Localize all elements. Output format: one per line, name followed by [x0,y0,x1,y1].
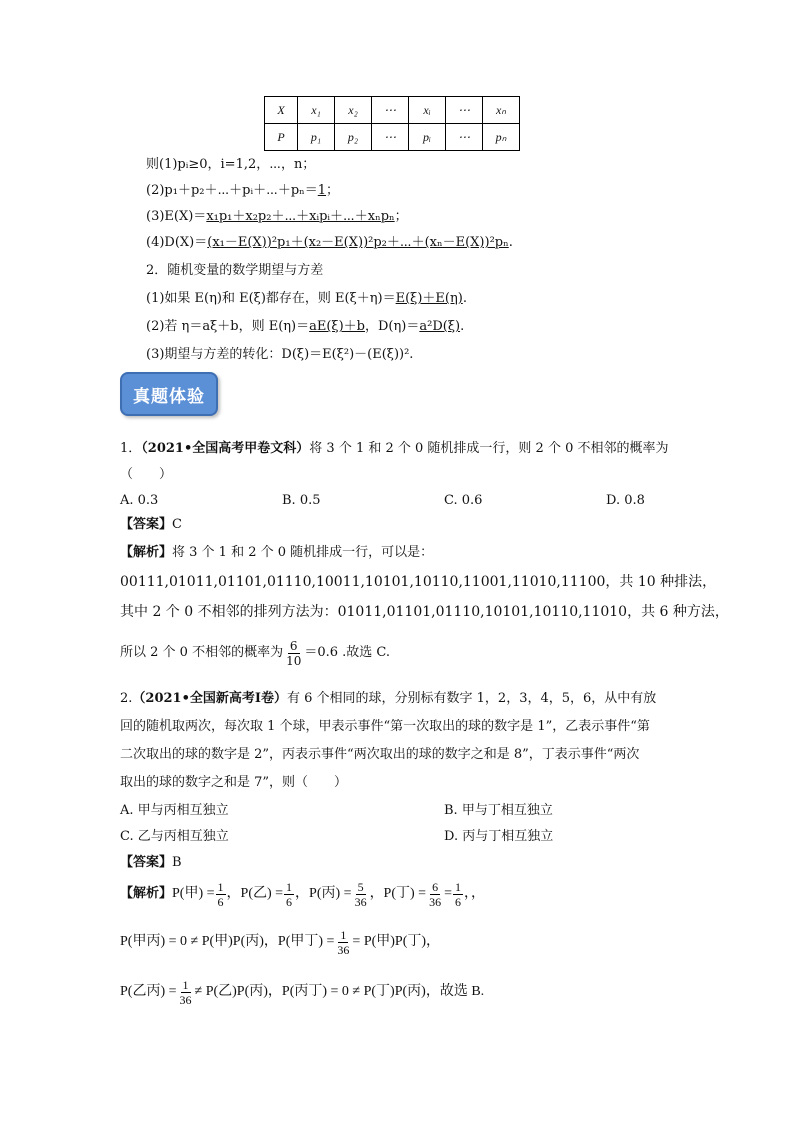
text: (1)如果 E(η)和 E(ξ)都存在，则 E(ξ＋η)＝ [146,291,396,306]
underlined-text: E(ξ)＋E(η) [395,291,463,306]
text: . [462,291,467,306]
numerator: 1 [454,879,461,894]
math-text: ，P(丙) = [295,886,352,901]
math-text: ，P(乙) = [226,886,284,901]
numerator: 1 [286,879,293,894]
numerator: 6 [432,879,439,894]
math-text: P(甲丙) = 0 ≠ P(甲)P(丙)，P(甲丁) = [120,934,335,949]
analysis-line: 其中 2 个 0 不相邻的排列方法为：01011,01101,01110,10101,10110,11010，共 6 种方法， [120,604,729,620]
option-b: B. 0.5 [282,493,321,508]
denominator: 36 [354,894,367,909]
question-2-line: 取出的球的数字之和是 7”，则（ ） [120,775,348,790]
numerator: 6 [289,638,298,653]
answer-line [120,516,182,534]
table-cell: p₁ [298,124,335,151]
math-text: P(乙丙) = [120,984,177,999]
fraction [453,880,463,909]
answer-value: C [172,517,182,532]
underlined-text: 1 [317,183,327,198]
text: 将 3 个 1 和 2 个 0 随机排成一行，可以是： [172,545,434,560]
underlined-text: aE(ξ)＋b [309,319,365,334]
denominator: 6 [286,894,293,909]
text: . [460,319,465,334]
expectation-line-1 [146,290,467,308]
fraction [353,880,369,909]
analysis-math-line [120,924,440,960]
math-text: ，P(丁) = [369,886,427,901]
table-row [265,97,520,124]
underlined-text: (x₁－E(X))²p₁＋(x₂－E(X))²p₂＋⋯＋(xₙ－E(X))²pₙ [207,235,509,250]
table-cell: ⋯ [446,97,483,124]
numerator: 1 [340,927,347,942]
table-cell: p₂ [335,124,372,151]
text: ，D(η)＝ [365,319,420,334]
section-badge: 真题体验 [120,372,218,416]
text: ； [394,209,408,224]
table-cell: pₙ [483,124,520,151]
question-2-stem [120,690,656,708]
table-cell: ⋯ [446,124,483,151]
text: 所以 2 个 0 不相邻的概率为 [120,645,284,660]
option-c: C. 乙与丙相互独立 [120,829,229,844]
table-cell: x₁ [298,97,335,124]
math-text: ，， [463,886,485,901]
option-d: D. 丙与丁相互独立 [444,829,554,844]
math-text: = [444,886,452,901]
table-cell: X [265,97,298,124]
question-source: （2021•全国高考甲卷文科） [141,441,310,456]
table-cell: ⋯ [372,97,409,124]
text: (4)D(X)＝ [146,235,208,250]
text: (3)E(X)＝ [146,209,207,224]
denominator: 10 [286,653,302,668]
text: (2)p₁＋p₂＋⋯＋pᵢ＋⋯＋pₙ＝ [146,183,318,198]
denominator: 6 [217,894,224,909]
underlined-text: x₁p₁＋x₂p₂＋⋯＋xᵢpᵢ＋⋯＋xₙpₙ [206,209,395,224]
fraction [284,639,303,668]
denominator: 36 [179,992,192,1007]
underlined-text: a²D(ξ) [419,319,461,334]
property-3 [146,208,408,226]
table-cell: x₂ [335,97,372,124]
table-cell: xₙ [483,97,520,124]
text: . [508,235,513,250]
math-text: P(甲) = [172,886,215,901]
text: 将 3 个 1 和 2 个 0 随机排成一行，则 2 个 0 不相邻的概率为 [309,441,669,456]
question-2-line: 回的随机取两次，每次取 1 个球，甲表示事件“第一次取出的球的数字是 1”，乙表示事件“第 [120,719,650,734]
numerator: 1 [217,879,224,894]
table-row [265,124,520,151]
text: (2)若 η＝aξ＋b，则 E(η)＝ [146,319,310,334]
question-number: 2. [120,691,133,706]
analysis-line: 00111,01011,01101,01110,10011,10101,10110,11001,11010,11100，共 10 种排法， [120,574,717,590]
analysis-math-line [120,876,485,912]
fraction [284,880,294,909]
text: 有 6 个相同的球，分别标有数字 1，2，3，4，5，6，从中有放 [286,691,657,706]
question-source: （2021•全国新高考Ⅰ卷） [132,691,287,706]
property-4 [146,234,513,252]
math-text: = P(甲)P(丁)， [352,934,441,949]
math-text: ≠ P(乙)P(丙)，P(丙丁) = 0 ≠ P(丁)P(丙)，故选 B. [194,984,485,999]
question-2-line: 二次取出的球的数字是 2”，丙表示事件“两次取出的球的数字之和是 8”，丁表示事件“两次 [120,747,640,762]
answer-label: 【答案】 [120,855,173,870]
section-title: 2．随机变量的数学期望与方差 [146,263,324,278]
denominator: 36 [429,894,442,909]
text: ； [326,183,340,198]
text: ＝0.6 .故选 C. [304,645,391,660]
table-cell: P [265,124,298,151]
option-b: B. 甲与丁相互独立 [444,803,553,818]
answer-value: B [172,855,182,870]
property-2 [146,182,339,200]
fraction [178,978,194,1007]
answer-label: 【答案】 [120,517,173,532]
option-c: C. 0.6 [444,493,483,508]
table-cell: ⋯ [372,124,409,151]
option-a: A. 甲与丙相互独立 [120,803,229,818]
fraction [427,880,443,909]
denominator: 36 [337,942,350,957]
analysis-line [120,544,433,562]
option-a: A. 0.3 [120,493,159,508]
property-1: 则(1)pᵢ≥0，i=1,2，⋯，n； [146,157,316,172]
analysis-label: 【解析】 [120,886,173,901]
question-number: 1． [120,441,142,456]
question-1-paren: （ ） [120,467,173,482]
fraction [335,928,351,957]
expectation-line-3: (3)期望与方差的转化：D(ξ)＝E(ξ²)－(E(ξ))². [146,347,414,362]
analysis-line [120,636,390,670]
distribution-table [264,96,520,151]
analysis-label: 【解析】 [120,545,173,560]
expectation-line-2 [146,318,464,336]
analysis-math-line [120,974,484,1010]
fraction [216,880,226,909]
table-cell: pᵢ [409,124,446,151]
table-cell: xᵢ [409,97,446,124]
numerator: 5 [357,879,364,894]
option-d: D. 0.8 [606,493,645,508]
answer-line [120,854,182,872]
numerator: 1 [182,977,189,992]
question-1-stem [120,440,669,458]
denominator: 6 [454,894,461,909]
